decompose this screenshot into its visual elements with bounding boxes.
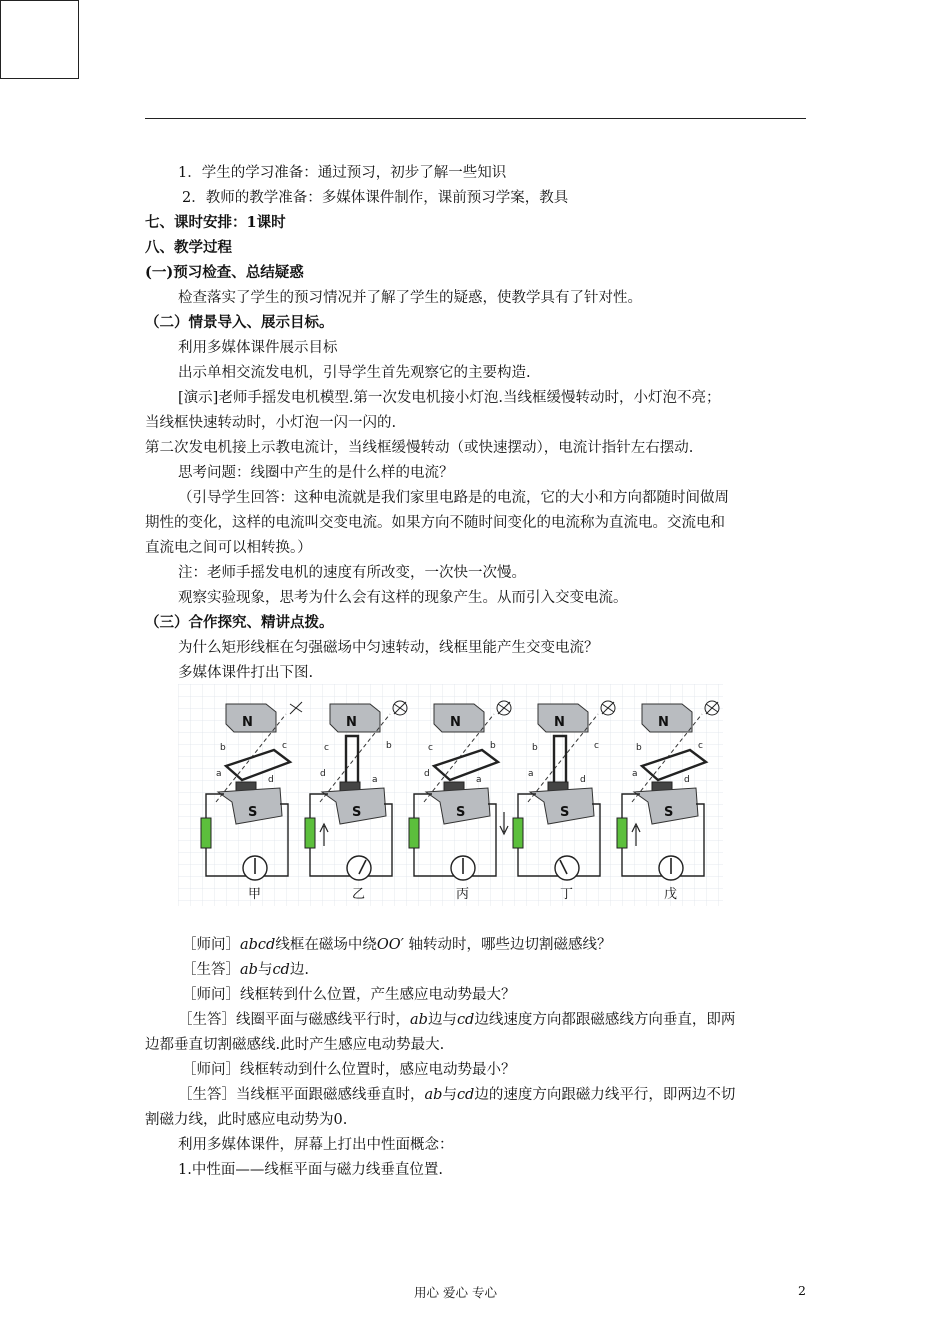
- para-line: 期性的变化，这样的电流叫交变电流。如果方向不随时间变化的电流称为直流电。交流电和: [145, 515, 725, 531]
- part-heading-3: （三）合作探究、精讲点拨。: [145, 614, 334, 631]
- para-line: [演示]老师手摇发电机模型.第一次发电机接小灯泡.当线框缓慢转动时，小灯泡不亮；: [178, 390, 721, 406]
- corner-label: c: [324, 743, 329, 753]
- part-heading-2: （二）情景导入、展示目标。: [145, 314, 334, 331]
- corner-label: a: [476, 775, 482, 785]
- para-line: 思考问题：线圈中产生的是什么样的电流？: [178, 465, 454, 481]
- corner-label: c: [594, 741, 599, 751]
- qa-answer-2: ［生答］线圈平面与磁感线平行时，ab边与cd边线速度方向都跟磁感线方向垂直，即两: [178, 1012, 736, 1028]
- south-label: S: [456, 805, 466, 820]
- header-rule: [145, 118, 806, 119]
- para-line: 直流电之间可以相转换。）: [145, 540, 312, 556]
- north-label: N: [450, 715, 461, 730]
- para-line: 利用多媒体课件展示目标: [178, 340, 338, 356]
- corner-label: d: [268, 775, 274, 785]
- para-line: 出示单相交流发电机，引导学生首先观察它的主要构造.: [178, 365, 531, 381]
- para-line: 第二次发电机接上示教电流计，当线框缓慢转动（或快速摆动），电流计指针左右摆动.: [145, 440, 694, 456]
- corner-label: c: [428, 743, 433, 753]
- galvanometer: [347, 856, 371, 880]
- para-line: 当线框快速转动时，小灯泡一闪一闪的.: [145, 415, 397, 431]
- corner-box: [0, 0, 79, 79]
- north-label: N: [554, 715, 565, 730]
- para-line: 多媒体课件打出下图.: [178, 665, 314, 681]
- south-label: S: [248, 805, 258, 820]
- corner-label: b: [386, 741, 392, 751]
- corner-label: c: [282, 741, 287, 751]
- galvanometer: [555, 856, 579, 880]
- panel-label: 甲: [248, 887, 262, 902]
- prep-item-1: 1．学生的学习准备：通过预习，初步了解一些知识: [178, 165, 507, 181]
- corner-label: d: [580, 775, 586, 785]
- generator-diagram: [178, 684, 723, 906]
- section-process: 八、教学过程: [145, 239, 232, 256]
- corner-label: b: [532, 743, 538, 753]
- corner-label: b: [490, 741, 496, 751]
- qa-answer-2-cont: 边都垂直切割磁感线.此时产生感应电动势最大.: [145, 1037, 445, 1053]
- panel-label: 戊: [664, 887, 678, 902]
- qa-answer-3: ［生答］当线框平面跟磁感线垂直时，ab与cd边的速度方向跟磁力线平行，即两边不切: [178, 1087, 736, 1103]
- corner-label: b: [636, 743, 642, 753]
- part-heading-1: (一)预习检查、总结疑惑: [145, 264, 304, 281]
- prep-item-2: 2．教师的教学准备：多媒体课件制作，课前预习学案，教具: [182, 190, 569, 206]
- corner-label: a: [372, 775, 378, 785]
- corner-label: c: [698, 741, 703, 751]
- footer-motto: 用心 爱心 专心: [414, 1285, 497, 1300]
- resistor: [617, 818, 627, 848]
- corner-label: a: [216, 769, 222, 779]
- north-label: N: [658, 715, 669, 730]
- qa-question-3: ［师问］线框转动到什么位置时，感应电动势最小？: [182, 1062, 516, 1078]
- neutral-plane-definition: 1.中性面——线框平面与磁力线垂直位置.: [178, 1162, 443, 1178]
- south-label: S: [352, 805, 362, 820]
- para-line: 为什么矩形线框在匀强磁场中匀速转动，线框里能产生交变电流？: [178, 640, 599, 656]
- qa-question-1: ［师问］abcd线框在磁场中绕OO′ 轴转动时，哪些边切割磁感线？: [182, 937, 612, 953]
- corner-label: d: [684, 775, 690, 785]
- panel-label: 丁: [560, 887, 574, 902]
- south-label: S: [664, 805, 674, 820]
- qa-question-2: ［师问］线框转到什么位置，产生感应电动势最大？: [182, 987, 516, 1003]
- qa-answer-1: ［生答］ab与cd边.: [182, 962, 309, 978]
- north-label: N: [242, 715, 253, 730]
- panel-label: 乙: [352, 887, 366, 902]
- resistor: [305, 818, 315, 848]
- corner-label: b: [220, 743, 226, 753]
- corner-label: d: [320, 769, 326, 779]
- corner-label: d: [424, 769, 430, 779]
- corner-label: a: [632, 769, 638, 779]
- qa-answer-3-cont: 割磁力线，此时感应电动势为0.: [145, 1112, 348, 1128]
- section-schedule: 七、课时安排：1课时: [145, 214, 286, 231]
- page-number: 2: [798, 1283, 806, 1298]
- resistor: [201, 818, 211, 848]
- south-label: S: [560, 805, 570, 820]
- para-line: 检查落实了学生的预习情况并了解了学生的疑惑，使教学具有了针对性。: [178, 290, 642, 306]
- para-line: 注：老师手摇发电机的速度有所改变，一次快一次慢。: [178, 565, 526, 581]
- panel-label: 丙: [456, 887, 470, 902]
- resistor: [513, 818, 523, 848]
- para-line: 利用多媒体课件，屏幕上打出中性面概念：: [178, 1137, 454, 1153]
- north-label: N: [346, 715, 357, 730]
- para-line: 观察实验现象，思考为什么会有这样的现象产生。从而引入交变电流。: [178, 590, 628, 606]
- corner-label: a: [528, 769, 534, 779]
- resistor: [409, 818, 419, 848]
- para-line: （引导学生回答：这种电流就是我们家里电路是的电流，它的大小和方向都随时间做周: [178, 490, 729, 506]
